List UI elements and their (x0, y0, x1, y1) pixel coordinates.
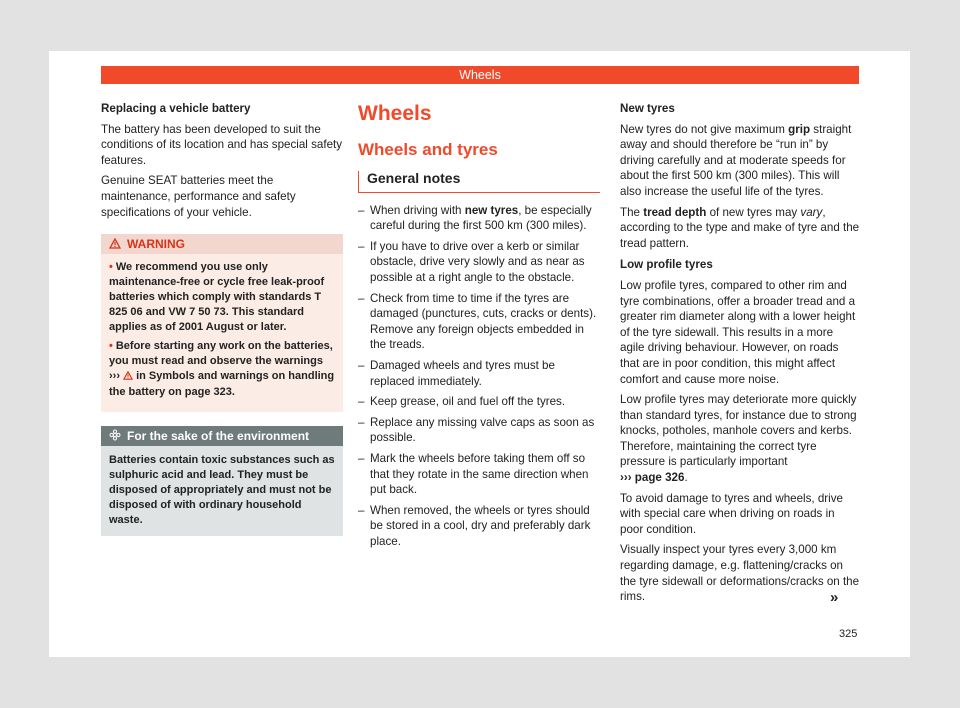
warning-bullet-2-text: Before starting any work on the batteries, you must read and observe the warnings (109, 340, 333, 368)
list-item: – When removed, the wheels or tyres should be stored in a cool, dry and preferably dark place. (358, 503, 600, 550)
warning-bullet-1-text: We recommend you use only maintenance-free or cycle free leak-proof batteries which comply with standards T 825 06 and VW 7 50 73. This standard applies as of 2001 August or later. (109, 261, 325, 334)
column-right (620, 101, 860, 610)
list-item: – Damaged wheels and tyres must be replaced immediately. (358, 358, 600, 389)
cross-reference-text: in Symbols and warnings on handling the battery on page 323. (109, 370, 335, 399)
list-item-text-end: , be especially careful during the first 500 km (300 miles). (370, 203, 592, 233)
continue-marker: » (830, 589, 839, 606)
subsection-title: General notes (358, 171, 600, 193)
list-item: – Mark the wheels before taking them off so that they rotate in the same direction when put back. (358, 451, 600, 498)
list-item-bold: new tyres (464, 203, 519, 217)
warning-header (101, 234, 343, 254)
list-item (358, 203, 600, 234)
general-notes-list (358, 203, 600, 550)
section-header-title: Wheels (459, 68, 501, 82)
list-item: – Replace any missing valve caps as soon as possible. (358, 415, 600, 446)
battery-subheading: Replacing a vehicle battery (101, 102, 251, 115)
list-item-text: When driving with (370, 203, 465, 217)
list-item: – Keep grease, oil and fuel off the tyres. (358, 394, 600, 410)
list-item: – If you have to drive over a kerb or similar obstacle, drive very slowly and as near as possible at a right angle to the obstacle. (358, 239, 600, 286)
environment-title: For the sake of the environment (127, 429, 310, 444)
low-profile-paragraph-3: To avoid damage to tyres and wheels, drive with special care when driving on roads in poor condition. (620, 491, 843, 536)
warning-bullet-2: • Before starting any work on the batteries, you must read and observe the warnings ››› in Symbols and warnings on handling the battery on page 323. (109, 340, 335, 399)
chapter-title: Wheels (358, 102, 432, 125)
low-profile-paragraph-4: Visually inspect your tyres every 3,000 km regarding damage, e.g. flattening/cracks on the tyre sidewall or deformations/cracks on the rims. (620, 543, 860, 604)
page-number: 325 (839, 628, 858, 640)
list-item: – Check from time to time if the tyres are damaged (punctures, cuts, cracks or dents). Remove any foreign objects embedded in the treads. (358, 291, 600, 353)
warning-small-triangle-icon (123, 370, 133, 385)
column-middle (358, 101, 600, 554)
page-reference-link[interactable]: ››› page 326 (620, 471, 685, 485)
new-tyres-paragraph-2: The tread depth of new tyres may vary, according to the type and make of tyre and the tread pattern. (620, 205, 860, 250)
new-tyres-paragraph-1: New tyres do not give maximum grip straight away and should therefore be “run in” by driving carefully and at moderate speeds for about the first 500 km (300 miles). This will also increase the useful life of the tyres. (620, 122, 852, 198)
warning-body (101, 254, 343, 412)
cross-reference-link[interactable] (109, 370, 334, 398)
section-title: Wheels and tyres (358, 140, 498, 159)
low-profile-subheading: Low profile tyres (620, 258, 713, 272)
environment-flower-icon (109, 427, 121, 447)
low-profile-paragraph-1: Low profile tyres, compared to other rim and tyre combinations, offer a broader tread and a greater rim diameter along with a lower height of the tyre sidewall. This results in a more agile driving behaviour. However, on roads that are in poor condition, this might affect comfort and cause more noise. (620, 278, 856, 386)
low-profile-paragraph-2: Low profile tyres may deteriorate more quickly than standard tyres, for instance due to strong knocks, potholes, manhole covers and kerbs. Therefore, maintaining the correct tyre pressure is particularly important ››› page 326. (620, 393, 857, 485)
warning-title: WARNING (127, 237, 185, 252)
environment-body: Batteries contain toxic substances such as sulphuric acid and lead. They must be disposed of appropriately and must not be disposed of with ordinary household waste. (101, 446, 343, 536)
warning-triangle-icon (109, 235, 121, 255)
cross-reference-arrows: ››› (109, 370, 124, 383)
environment-box (101, 426, 343, 536)
battery-paragraph-1: The battery has been developed to suit the conditions of its location and has special safety features. (101, 122, 343, 167)
warning-bullet-1: • We recommend you use only maintenance-free or cycle free leak-proof batteries which comply with standards T 825 06 and VW 7 50 73. This standard applies as of 2001 August or later. (109, 261, 325, 334)
new-tyres-subheading: New tyres (620, 102, 675, 115)
environment-header (101, 426, 343, 446)
column-left (101, 101, 343, 536)
section-header (101, 66, 859, 84)
battery-paragraph-2: Genuine SEAT batteries meet the maintenance, performance and safety specifications of your vehicle. (101, 174, 296, 219)
warning-box (101, 234, 343, 412)
